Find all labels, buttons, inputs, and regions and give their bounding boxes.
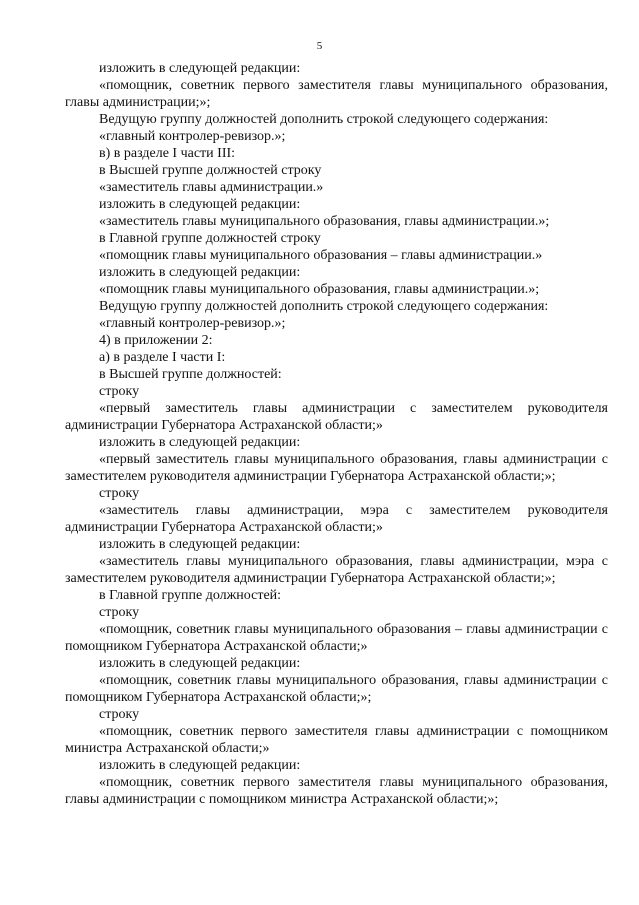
paragraph: в Главной группе должностей строку [99,231,321,246]
paragraph: в) в разделе I части III: [99,146,236,161]
paragraph: в Главной группе должностей: [99,588,282,603]
document-body [65,60,608,808]
paragraph: в Высшей группе должностей строку [99,163,322,178]
paragraph: «помощник главы муниципального образования, главы администрации.»; [99,282,540,297]
paragraph: «главный контролер-ревизор.»; [99,316,286,331]
paragraph: «первый заместитель главы муниципального образования, главы администрации с заместителем руководителя администрации Губернатора Астраханской области;»; [65,452,608,484]
paragraph: строку [99,605,140,620]
paragraph: изложить в следующей редакции: [99,197,301,212]
paragraph: «заместитель главы муниципального образования, главы администрации, мэра с заместителем руководителя администрации Губернатора Астраханской области;»; [65,554,608,586]
paragraph: «помощник, советник первого заместителя главы муниципального образования, главы администрации;»; [65,78,608,110]
paragraph: «заместитель главы администрации, мэра с заместителем руководителя администрации Губернатора Астраханской области;» [65,503,608,535]
paragraph: «заместитель главы администрации.» [99,180,324,195]
paragraph: «главный контролер-ревизор.»; [99,129,286,144]
paragraph: строку [99,384,140,399]
paragraph: Ведущую группу должностей дополнить строкой следующего содержания: [99,112,549,127]
paragraph: строку [99,486,140,501]
paragraph: Ведущую группу должностей дополнить строкой следующего содержания: [99,299,549,314]
paragraph: а) в разделе I части I: [99,350,226,365]
paragraph: 4) в приложении 2: [99,333,213,348]
paragraph: изложить в следующей редакции: [99,265,301,280]
paragraph: «помощник, советник первого заместителя главы муниципального образования, главы администрации с помощником министра Астраханской области;»; [65,775,608,807]
paragraph: изложить в следующей редакции: [99,537,301,552]
paragraph: изложить в следующей редакции: [99,758,301,773]
paragraph: «первый заместитель главы администрации с заместителем руководителя администрации Губернатора Астраханской области;» [65,401,608,433]
paragraph: «заместитель главы муниципального образования, главы администрации.»; [99,214,550,229]
paragraph: «помощник, советник главы муниципального образования, главы администрации с помощником Губернатора Астраханской области;»; [65,673,608,705]
paragraph: «помощник, советник первого заместителя главы администрации с помощником министра Астраханской области;» [65,724,608,756]
paragraph: строку [99,707,140,722]
paragraph: в Высшей группе должностей: [99,367,282,382]
paragraph: «помощник главы муниципального образования – главы администрации.» [99,248,543,263]
paragraph: изложить в следующей редакции: [99,61,301,76]
paragraph: «помощник, советник главы муниципального образования – главы администрации с помощником Губернатора Астраханской области;» [65,622,608,654]
page-number: 5 [316,40,323,52]
paragraph: изложить в следующей редакции: [99,656,301,671]
paragraph: изложить в следующей редакции: [99,435,301,450]
